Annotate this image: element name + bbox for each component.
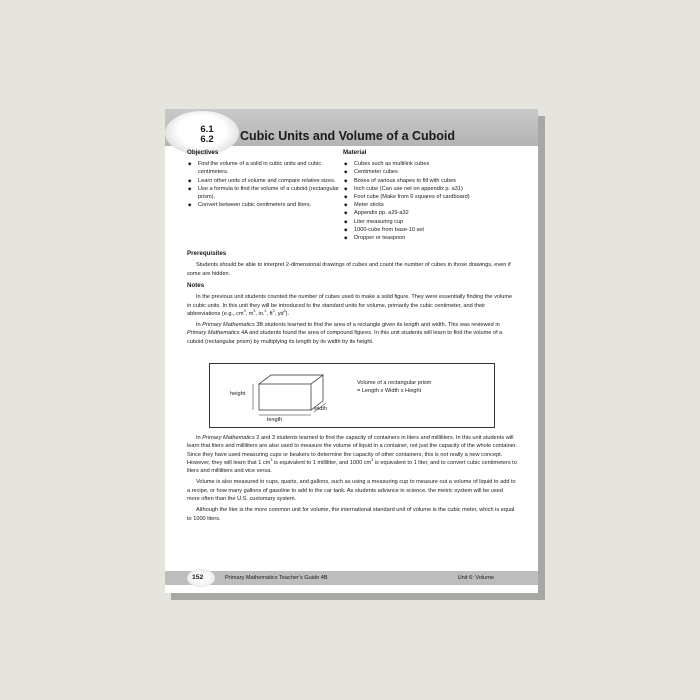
- cuboid-side-face: [311, 375, 323, 410]
- objective-text: Use a formula to find the volume of a cuboid (rectangular prism).: [198, 185, 339, 201]
- material-text: Meter sticks: [354, 202, 384, 209]
- section-number-1: 6.1: [200, 124, 214, 135]
- notes-section: [187, 282, 517, 346]
- text-run: , yd: [274, 310, 284, 317]
- bullet-icon: ◆: [344, 226, 348, 232]
- notes-paragraph-1: [187, 293, 517, 318]
- prerequisites-section: [187, 250, 517, 278]
- bullet-icon: ◆: [188, 161, 192, 167]
- notes-paragraph-5: Although the liter is the more common unit for volume, the international standard unit of volume is the cubic meter, which is equal to 1000 liters.: [187, 507, 515, 522]
- label-height: height: [230, 391, 246, 397]
- cuboid-top-face: [259, 375, 323, 384]
- bullet-icon: ◆: [344, 161, 348, 167]
- material-text: Appendix pp. a29-a32: [354, 210, 409, 217]
- bullet-icon: ◆: [344, 218, 348, 224]
- text-run: , m: [245, 310, 254, 317]
- cuboid-front-face: [259, 384, 311, 410]
- bullet-icon: ◆: [188, 202, 192, 208]
- superscript: 3: [253, 309, 256, 314]
- page-title: Cubic Units and Volume of a Cuboid: [240, 129, 456, 143]
- superscript: 3: [272, 309, 275, 314]
- page-number: 152: [192, 574, 204, 581]
- bullet-icon: ◆: [344, 202, 348, 208]
- bullet-icon: ◆: [188, 177, 192, 183]
- section-number-2: 6.2: [200, 134, 214, 145]
- list-item: [187, 160, 343, 176]
- list-item: [343, 226, 503, 234]
- list-item: [343, 218, 503, 226]
- bullet-icon: ◆: [344, 185, 348, 191]
- notes-heading: Notes: [187, 282, 205, 289]
- list-item: [343, 177, 503, 185]
- objectives-list: [187, 160, 343, 209]
- bullet-icon: ◆: [188, 185, 192, 191]
- text-run: is equivalent to 1 liter, and to convert cubic centimeters to liters and milliliters and vice versa.: [187, 459, 517, 475]
- text-run: 4A and students found the area of compound figures. In this unit students will learn to find the volume of a cuboid (rectangular prism) by multiplying its length by its width by its height.: [187, 330, 503, 345]
- material-text: Foot cube (Make from 6 squares of cardboard): [354, 194, 470, 201]
- objective-text: Learn other units of volume and compare relative sizes.: [198, 177, 336, 184]
- book-title: Primary Mathematics: [202, 322, 255, 329]
- list-item: [343, 234, 503, 242]
- objectives-section: [187, 149, 343, 209]
- text-run: 3B students learned to find the area of a rectangle given its length and width. This was reviewed in: [254, 322, 500, 329]
- material-text: Cubes such as multilink cubes: [354, 161, 430, 168]
- list-item: [343, 209, 503, 217]
- list-item: [343, 160, 503, 168]
- superscript: 3: [270, 458, 273, 463]
- text-run: In: [196, 322, 203, 329]
- list-item: [187, 185, 343, 201]
- section-number: [193, 125, 221, 145]
- text-run: is equivalent to 1 milliliter, and 1000 cm: [272, 459, 372, 466]
- footer-book-title: Primary Mathematics Teacher's Guide 4B: [225, 575, 328, 581]
- bullet-icon: ◆: [344, 210, 348, 216]
- objective-text: Convert between cubic centimeters and liters.: [198, 202, 312, 209]
- document-page: [165, 109, 538, 593]
- prerequisites-heading: Prerequisites: [187, 250, 227, 257]
- material-text: Centimeter cubes: [354, 169, 398, 176]
- text-run: , ft: [266, 310, 273, 317]
- material-text: Inch cube (Can use net on appendix p. a31): [354, 185, 463, 192]
- list-item: [187, 177, 343, 185]
- text-run: 2 and 3 students learned to find the capacity of containers in liters and milliliters. In this unit students will learn that liters and milliliters are also used to measure the volume of liquid in a container, not just the capacity of the whole container. Since they have used measuring cups or beakers to determine the capacity of other containers, this is not really a new concept. However, they will learn that 1 cm: [187, 435, 517, 466]
- material-text: 1000-cube from base-10 set: [354, 226, 424, 233]
- text-run: In: [196, 435, 203, 441]
- bullet-icon: ◆: [344, 235, 348, 241]
- bullet-icon: ◆: [344, 194, 348, 200]
- superscript: 3: [283, 309, 286, 314]
- material-heading: Material: [343, 149, 367, 156]
- text-run: ).: [285, 310, 290, 317]
- superscript: 3: [243, 309, 246, 314]
- material-text: Boxes of various shapes to fill with cubes: [354, 177, 456, 184]
- list-item: [187, 201, 343, 209]
- caption-line-1: Volume of a rectangular prism: [357, 380, 432, 386]
- material-text: Liter measuring cup: [354, 218, 404, 225]
- bullet-icon: ◆: [344, 169, 348, 175]
- notes-paragraph-3: [187, 434, 517, 475]
- objectives-heading: Objectives: [187, 149, 219, 156]
- figure-caption: [357, 379, 431, 395]
- list-item: [343, 168, 503, 176]
- label-length: length: [267, 417, 283, 423]
- prerequisites-text: Students should be able to interpret 2-dimensional drawings of cubes and count the number of cubes in those drawings, even if some are hidden.: [187, 262, 511, 277]
- bullet-icon: ◆: [344, 177, 348, 183]
- volume-figure: [209, 363, 495, 428]
- notes-paragraph-4: Volume is also measured in cups, quarts, and gallons, such as using a measuring cup to measure out a volume of liquid to add to a recipe, or how many gallons of gasoline to add to the car tank. As students advance in science, the metric system will be used more often than the U.S. customary system.: [187, 479, 516, 503]
- list-item: [343, 193, 503, 201]
- notes-continued: [187, 434, 517, 523]
- text-run: In the previous unit students counted the number of cubes used to make a solid figure. They were essentially finding the volume in cubic units. In this unit they will be introduced to the standard units for volume, primarily the cubic centimeter, and their abbreviations (e.g., cm: [187, 294, 513, 317]
- material-section: [343, 149, 503, 242]
- superscript: 3: [264, 309, 267, 314]
- material-list: [343, 160, 503, 242]
- superscript: 3: [371, 458, 374, 463]
- book-title: Primary Mathematics: [202, 435, 255, 441]
- material-text: Dropper or teaspoon: [354, 235, 406, 242]
- list-item: [343, 201, 503, 209]
- footer-unit: Unit 6: Volume: [457, 575, 494, 581]
- notes-paragraph-2: [187, 321, 517, 346]
- objective-text: Find the volume of a solid in cubic units and cubic centimeters.: [198, 161, 322, 176]
- list-item: [343, 185, 503, 193]
- book-title: Primary Mathematics: [187, 330, 240, 337]
- caption-line-2: = Length x Width x Height: [357, 388, 422, 395]
- label-width: width: [314, 406, 328, 412]
- text-run: , in.: [255, 310, 265, 317]
